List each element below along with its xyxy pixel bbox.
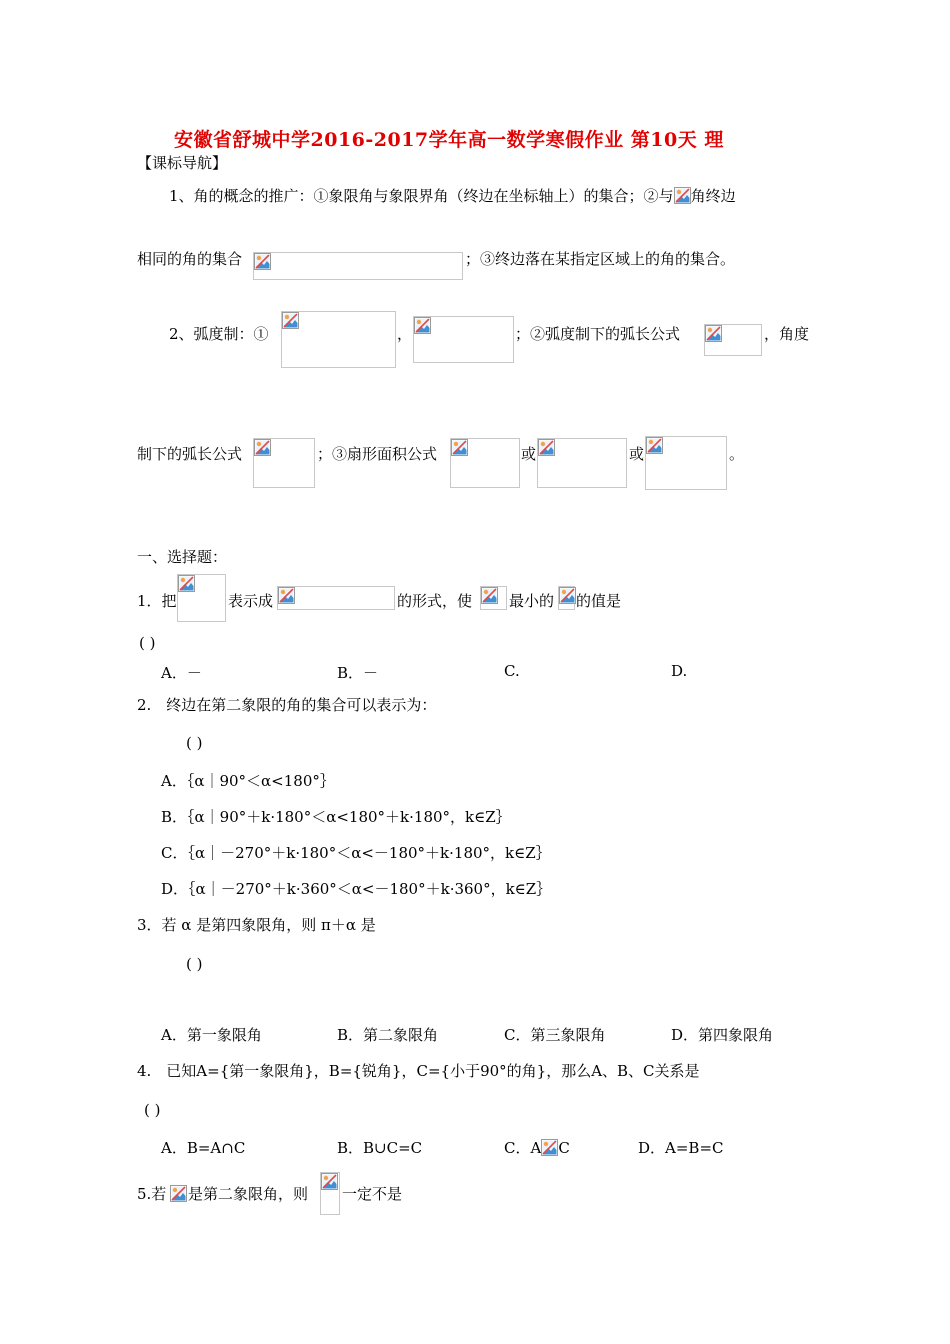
q1-option-b: B．－ (337, 664, 379, 682)
paragraph-2-end: ，角度 (764, 325, 810, 343)
q1-prefix: 1．把 (137, 592, 177, 610)
broken-image-icon (254, 439, 271, 456)
paragraph-2-mid: ；②弧度制下的弧长公式 (515, 325, 681, 343)
broken-image-icon (451, 439, 468, 456)
q4-option-b: B．B∪C=C (337, 1139, 423, 1157)
broken-image-icon (254, 253, 271, 270)
p1-text: 1、角的概念的推广：①象限角与象限界角（终边在坐标轴上）的集合；②与 (169, 187, 674, 205)
formula-image-placeholder (480, 586, 507, 610)
q5-prefix: 5.若 (137, 1185, 167, 1203)
q3-option-c: C．第三象限角 (504, 1026, 606, 1044)
q1-option-a: A．－ (161, 664, 202, 682)
broken-image-icon (321, 1173, 338, 1190)
broken-image-icon (674, 187, 691, 204)
paragraph-3-end: 。 (729, 445, 745, 463)
q1-mid-3: 最小的 (509, 592, 555, 610)
q5-mid: 是第二象限角，则 (188, 1185, 309, 1203)
broken-image-icon (278, 587, 295, 604)
formula-image-placeholder (281, 311, 396, 368)
q4-text: 4. 已知A={第一象限角}，B={锐角}，C={小于90°的角}，那么A、B、C关系是 (137, 1062, 700, 1080)
formula-image-placeholder (253, 252, 463, 280)
formula-image-placeholder (537, 438, 627, 488)
section-nav-header: 【课标导航】 (137, 154, 228, 172)
q1-option-d: D. (671, 662, 688, 680)
broken-image-icon (170, 1185, 187, 1202)
broken-image-icon (414, 317, 431, 334)
formula-image-placeholder (320, 1172, 340, 1215)
q2-option-c: C．｛α｜－270°＋k·180°＜α<－180°＋k·180°，k∈Z｝ (161, 844, 551, 862)
q2-option-b: B．｛α｜90°＋k·180°＜α<180°＋k·180°，k∈Z｝ (161, 808, 511, 826)
broken-image-icon (541, 1139, 558, 1156)
formula-image-placeholder (558, 586, 575, 610)
q4-option-c-post: C (558, 1139, 570, 1157)
formula-image-placeholder (450, 438, 520, 488)
q2-text: 2. 终边在第二象限的角的集合可以表示为： (137, 696, 437, 714)
paragraph-1-line-1 (169, 185, 736, 206)
paragraph-3-or-2: 或 (629, 445, 645, 463)
broken-image-icon (282, 312, 299, 329)
q3-option-a: A．第一象限角 (161, 1026, 262, 1044)
q1-mid-2: 的形式，使 (397, 592, 473, 610)
q5-end: 一定不是 (342, 1185, 403, 1203)
broken-image-icon (538, 439, 555, 456)
q4-option-c-pre: C．A (504, 1139, 542, 1157)
broken-image-icon (481, 587, 498, 604)
q1-mid-1: 表示成 (228, 592, 274, 610)
q3-text: 3．若 α 是第四象限角，则 π＋α 是 (137, 916, 376, 934)
broken-image-icon (646, 437, 663, 454)
formula-image-placeholder (177, 574, 226, 622)
q2-option-d: D．｛α｜－270°＋k·360°＜α<－180°＋k·360°，k∈Z｝ (161, 880, 552, 898)
q4-answer-paren: ( ) (144, 1101, 161, 1119)
p1-text-end: 角终边 (690, 187, 736, 205)
section-title: 一、选择题： (137, 548, 228, 566)
q1-answer-paren: ( ) (139, 634, 156, 652)
formula-image-placeholder (704, 324, 762, 356)
q4-option-d: D．A=B=C (638, 1139, 724, 1157)
q4-option-c (504, 1137, 570, 1158)
broken-image-icon (178, 575, 195, 592)
q3-option-d: D．第四象限角 (671, 1026, 774, 1044)
q1-end: 的值是 (576, 592, 622, 610)
document-title: 安徽省舒城中学2016-2017学年高一数学寒假作业 第10天 理 (174, 129, 724, 151)
broken-image-icon (705, 325, 722, 342)
q1-option-c: C. (504, 662, 520, 680)
formula-image-placeholder (277, 586, 395, 610)
q2-option-a: A．｛α｜90°＜α<180°｝ (161, 772, 335, 790)
formula-image-placeholder (413, 316, 514, 363)
q4-option-a: A．B=A∩C (161, 1139, 246, 1157)
formula-image-placeholder (645, 436, 727, 490)
q3-option-b: B．第二象限角 (337, 1026, 439, 1044)
paragraph-2-start: 2、弧度制：① (169, 325, 269, 343)
formula-image-placeholder (253, 438, 315, 488)
paragraph-1-line-2-end: ；③终边落在某指定区域上的角的集合。 (465, 250, 736, 268)
paragraph-3-or-1: 或 (521, 445, 537, 463)
paragraph-2-comma: ， (397, 325, 413, 343)
q2-answer-paren: ( ) (186, 734, 203, 752)
paragraph-3-start: 制下的弧长公式 (137, 445, 243, 463)
broken-image-icon (559, 587, 576, 604)
paragraph-3-mid: ；③扇形面积公式 (317, 445, 438, 463)
q3-answer-paren: ( ) (186, 955, 203, 973)
paragraph-1-line-2-start: 相同的角的集合 (137, 250, 243, 268)
